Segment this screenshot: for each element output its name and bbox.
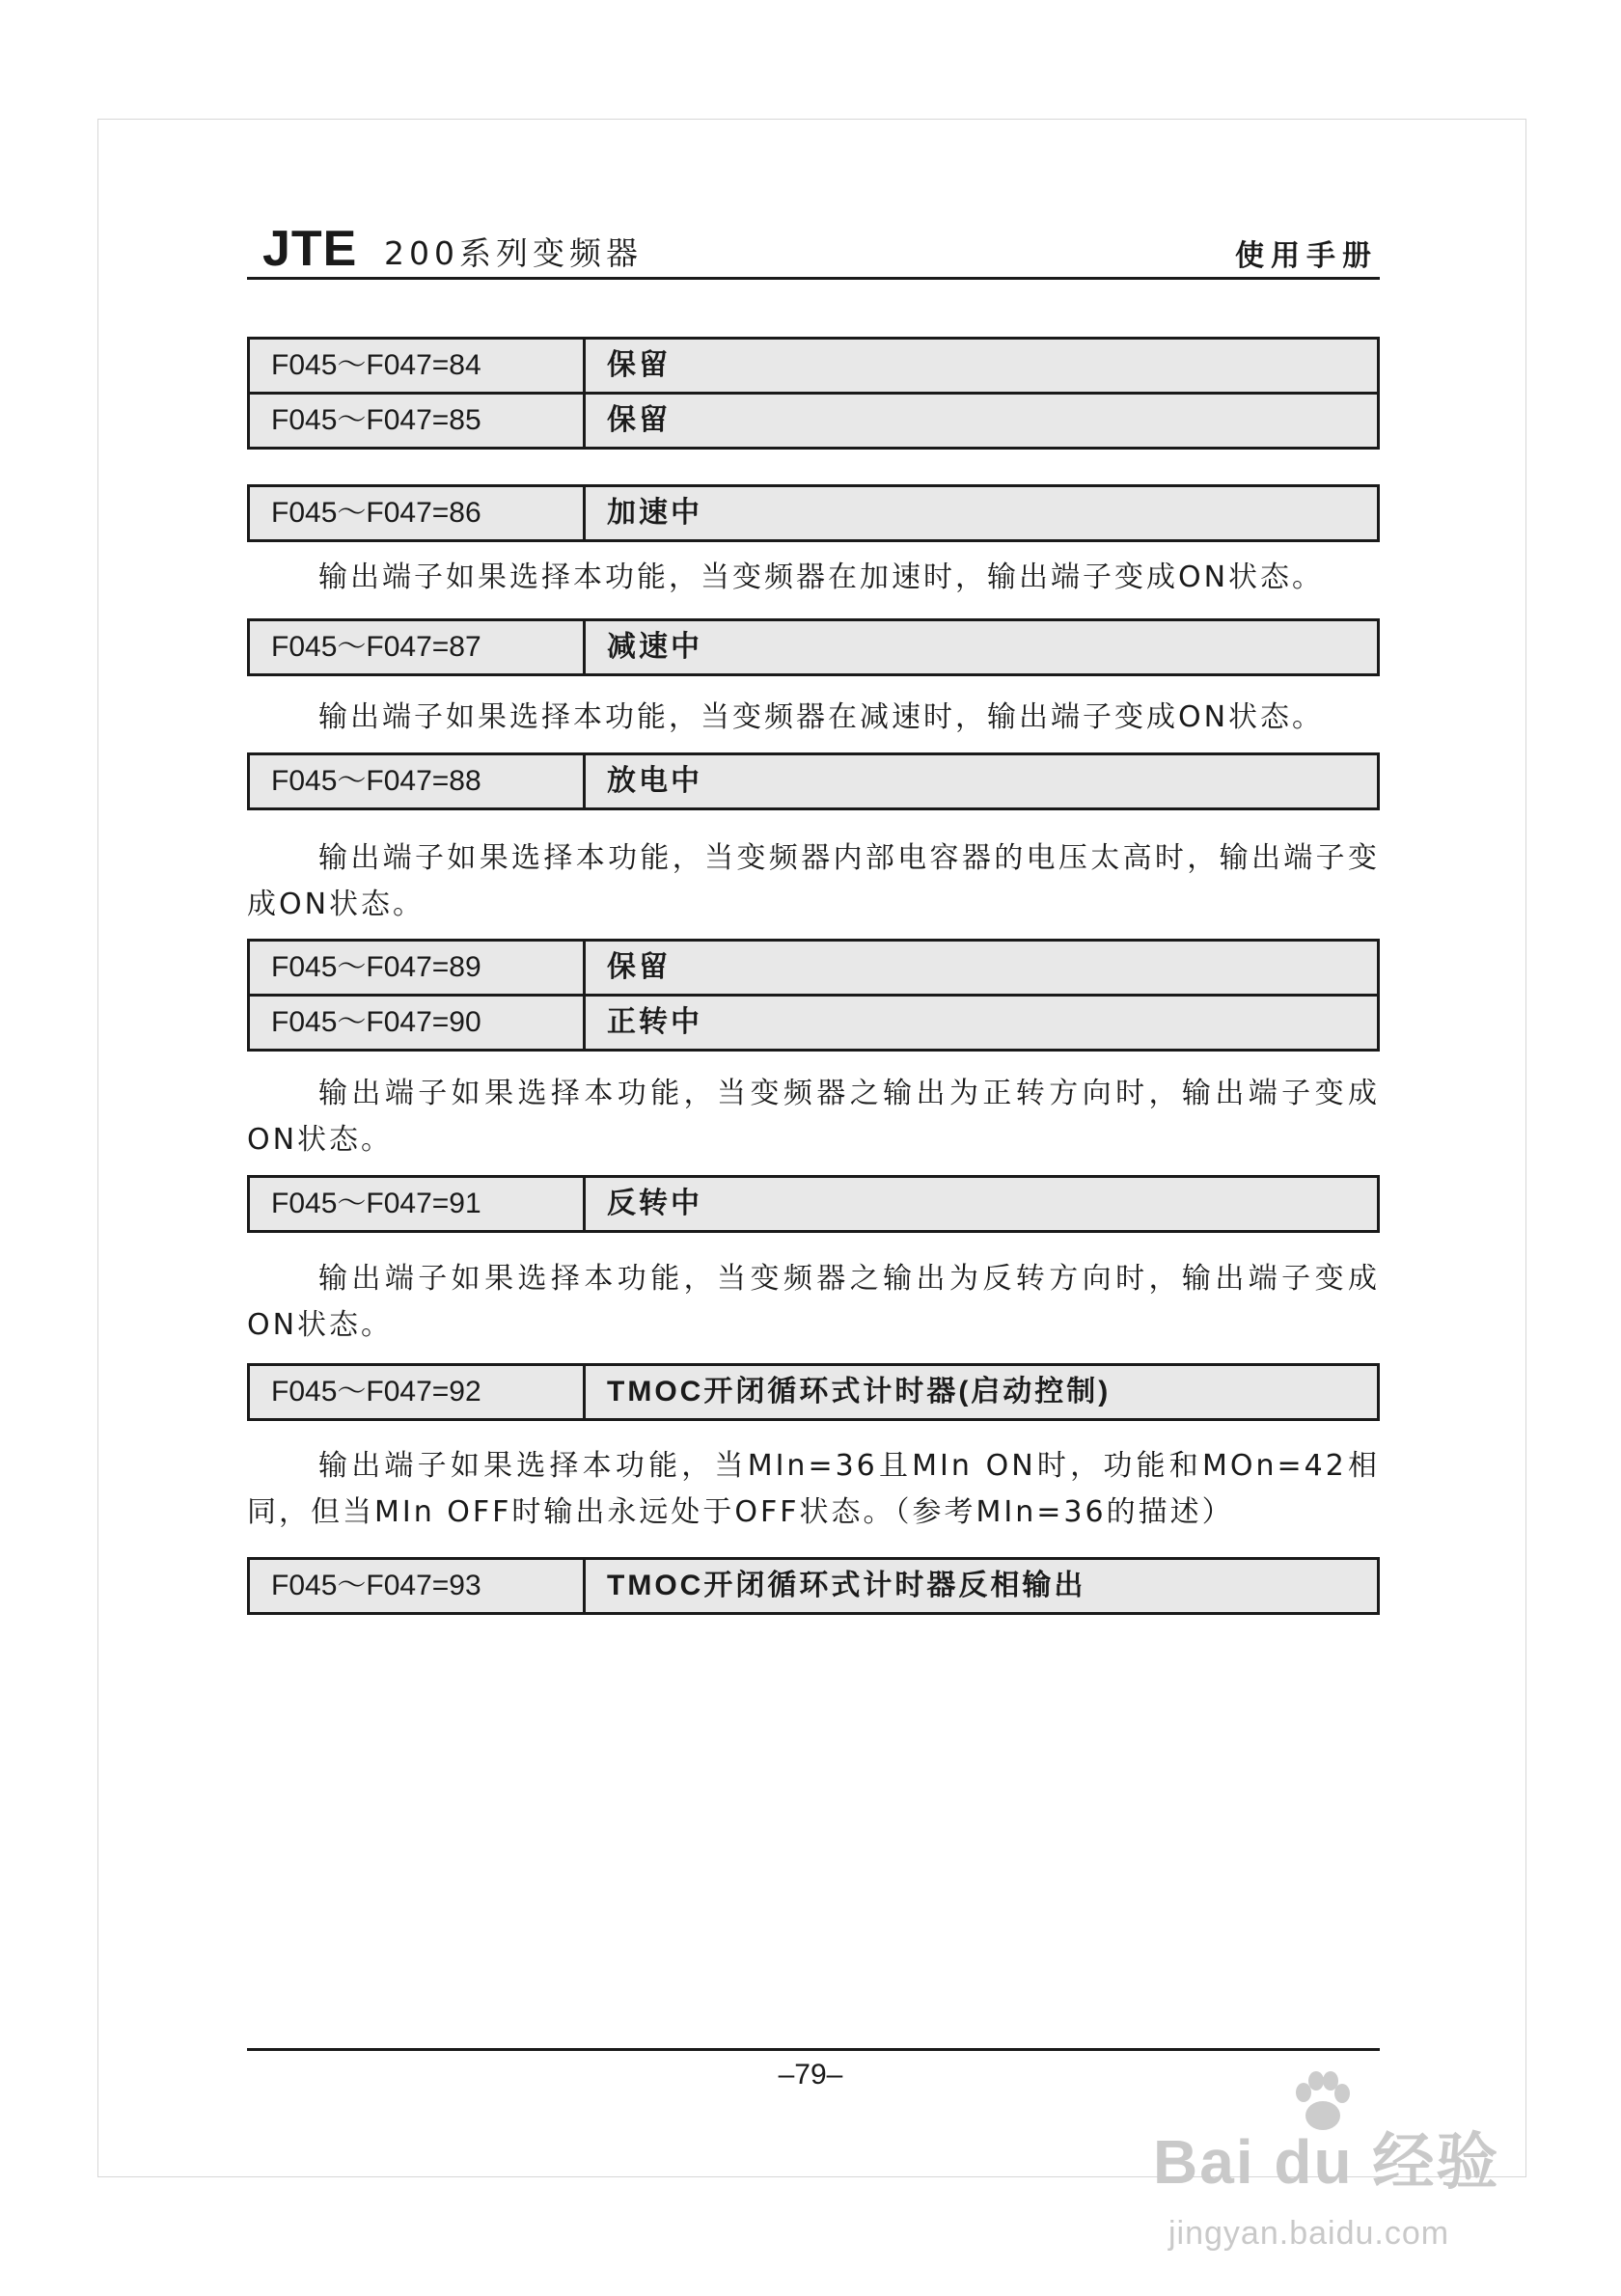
product-title: 200系列变频器 bbox=[384, 234, 643, 272]
param-code: F045～F047=86 bbox=[250, 487, 586, 539]
table-row bbox=[250, 1560, 1377, 1612]
description-text: 输出端子如果选择本功能，当变频器在加速时，输出端子变成ON状态。 bbox=[318, 560, 1325, 594]
param-code: F045～F047=84 bbox=[250, 340, 586, 392]
page-number: –79– bbox=[778, 2059, 843, 2091]
description-text: 输出端子如果选择本功能，当变频器在减速时，输出端子变成ON状态。 bbox=[318, 700, 1325, 734]
param-name: 保留 bbox=[607, 404, 671, 436]
baidu-watermark bbox=[1153, 2069, 1558, 2262]
param-name: 保留 bbox=[607, 349, 671, 381]
param-code: F045～F047=92 bbox=[250, 1366, 586, 1418]
param-name: 放电中 bbox=[607, 765, 702, 797]
param-table bbox=[247, 1175, 1380, 1233]
manual-label: 使用手册 bbox=[1235, 239, 1378, 273]
param-name: 保留 bbox=[607, 951, 671, 983]
param-name: TMOC开闭循环式计时器反相输出 bbox=[607, 1570, 1086, 1601]
param-code: F045～F047=90 bbox=[250, 997, 586, 1049]
table-row bbox=[250, 392, 1377, 447]
param-code: F045～F047=88 bbox=[250, 755, 586, 807]
table-row bbox=[250, 487, 1377, 539]
table-row bbox=[250, 1178, 1377, 1230]
param-table bbox=[247, 484, 1380, 542]
param-code: F045～F047=85 bbox=[250, 395, 586, 447]
param-table bbox=[247, 337, 1380, 450]
description-text: 输出端子如果选择本功能，当变频器之输出为正转方向时，输出端子变成ON状态。 bbox=[247, 1077, 1380, 1157]
table-row bbox=[250, 994, 1377, 1049]
table-row bbox=[250, 755, 1377, 807]
description-text: 输出端子如果选择本功能，当变频器之输出为反转方向时，输出端子变成ON状态。 bbox=[247, 1262, 1380, 1342]
param-table bbox=[247, 1363, 1380, 1421]
param-table bbox=[247, 1557, 1380, 1615]
param-code: F045～F047=89 bbox=[250, 942, 586, 994]
watermark-logo: Bai du 经验 bbox=[1153, 2127, 1500, 2197]
param-name: 加速中 bbox=[607, 497, 702, 529]
watermark-url: jingyan.baidu.com bbox=[1168, 2215, 1450, 2252]
param-name: 反转中 bbox=[607, 1188, 702, 1219]
description-text: 输出端子如果选择本功能，当变频器内部电容器的电压太高时，输出端子变成ON状态。 bbox=[247, 841, 1380, 921]
param-code: F045～F047=93 bbox=[250, 1560, 586, 1612]
table-row bbox=[250, 1366, 1377, 1418]
param-name: TMOC开闭循环式计时器(启动控制) bbox=[607, 1376, 1112, 1408]
param-table bbox=[247, 752, 1380, 810]
param-table bbox=[247, 618, 1380, 676]
param-code: F045～F047=87 bbox=[250, 621, 586, 673]
table-row bbox=[250, 621, 1377, 673]
table-row bbox=[250, 340, 1377, 392]
param-name: 减速中 bbox=[607, 631, 702, 663]
brand-logo: JTE bbox=[262, 221, 358, 277]
footer-rule bbox=[247, 2048, 1380, 2051]
param-table bbox=[247, 939, 1380, 1052]
description-text: 输出端子如果选择本功能，当MIn=36且MIn ON时，功能和MOn=42相同，但当MIn OFF时输出永远处于OFF状态。（参考MIn=36的描述） bbox=[247, 1449, 1380, 1529]
table-row bbox=[250, 942, 1377, 994]
param-name: 正转中 bbox=[607, 1006, 702, 1038]
param-code: F045～F047=91 bbox=[250, 1178, 586, 1230]
page-header bbox=[247, 218, 1380, 280]
